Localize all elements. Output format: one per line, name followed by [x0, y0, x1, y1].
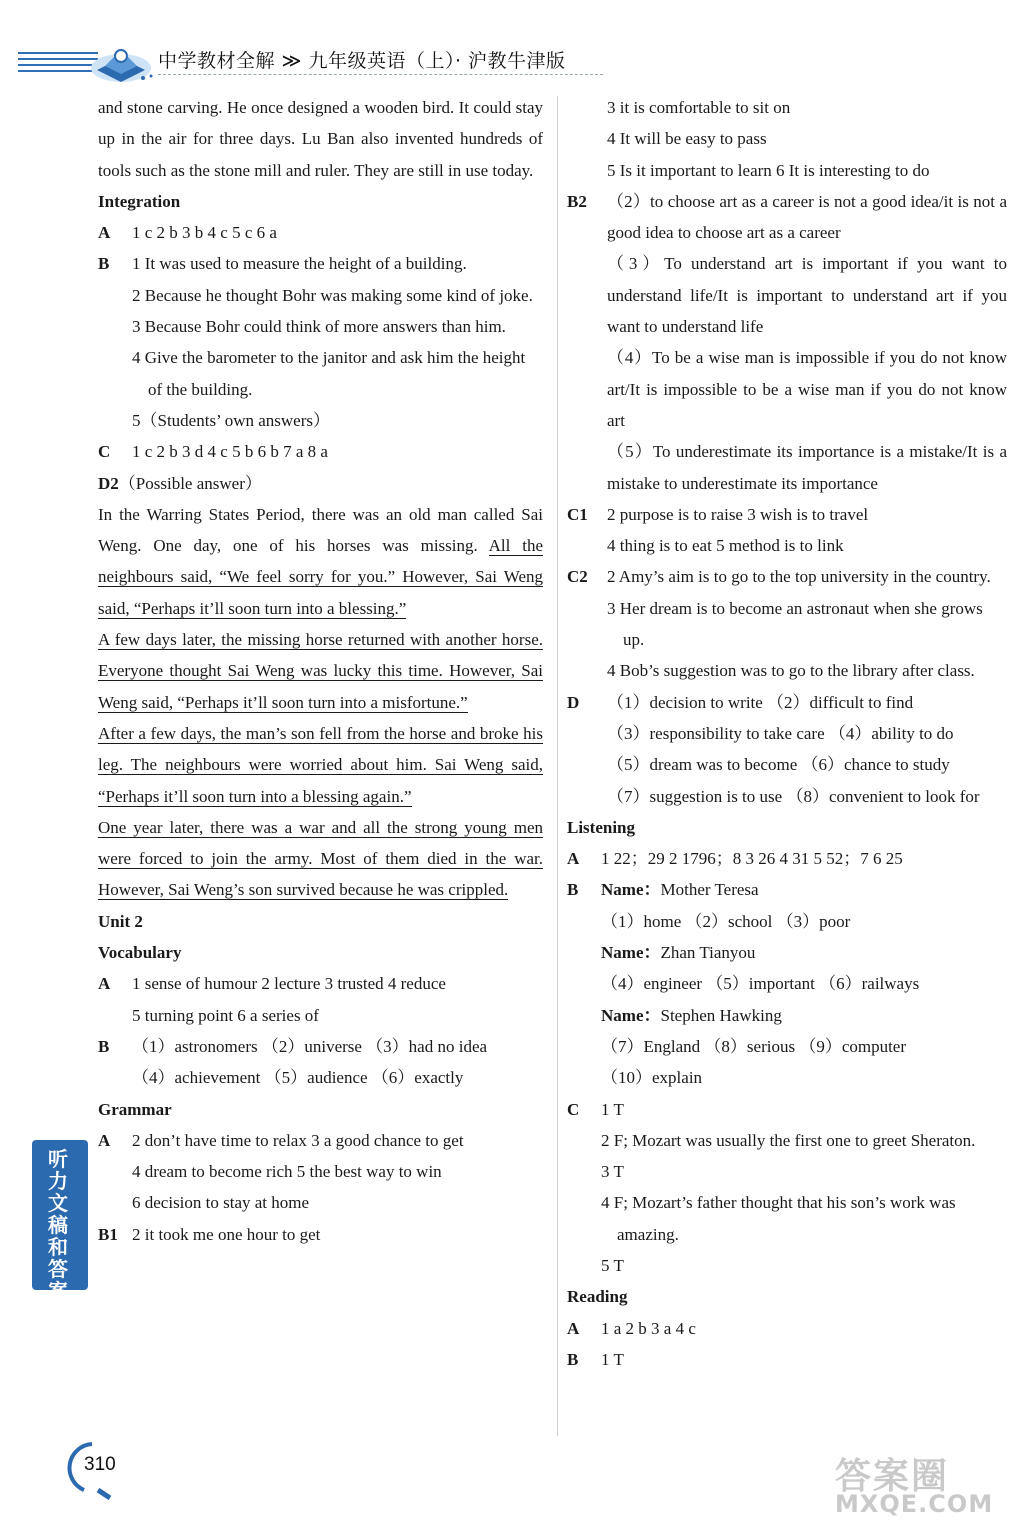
list-item: 4 Give the barometer to the janitor and ask him the height of the building. [132, 348, 526, 399]
item-label: B [98, 254, 110, 274]
answer-text: 1 a 2 b 3 a 4 c [601, 1318, 696, 1338]
item-label: B [567, 1349, 579, 1369]
list-item: 3 T [601, 1162, 624, 1182]
section-heading-integration: Integration [98, 191, 181, 211]
story-underlined-4: One year later, there was a war and all the strong young men were forced to join the army. Most of them died in the war. However, Sai Weng’s son survived because he was crippled. [98, 817, 543, 900]
answer-line: 6 decision to stay at home [132, 1193, 310, 1213]
answer-line: 2 it took me one hour to get [132, 1224, 321, 1244]
answer-line: （7）England （8）serious （9）computer [601, 1036, 907, 1056]
answer-line: 4 dream to become rich 5 the best way to win [132, 1162, 442, 1182]
answer-line: 1 sense of humour 2 lecture 3 trusted 4 reduce [132, 974, 446, 994]
item-label: A [98, 974, 111, 994]
list-item: 5（Students’ own answers） [132, 410, 330, 430]
side-tab-label: 听力文稿和答案 [48, 1147, 68, 1303]
answer-line: （10）explain [601, 1068, 703, 1088]
item-label: C [567, 1099, 580, 1119]
list-item: 1 T [601, 1099, 624, 1119]
integration-a [98, 217, 543, 248]
section-heading-reading: Reading [567, 1287, 628, 1307]
item-label: A [98, 1130, 111, 1150]
item-label: C1 [567, 504, 588, 524]
answer-line: （1）home （2）school （3）poor [601, 911, 851, 931]
watermark-url: MXQE.COM [835, 1490, 994, 1518]
column-divider [557, 96, 558, 1436]
story-underlined-1: All the neighbours said, “We feel sorry for you.” However, Sai Weng said, “Perhaps it’ll soon turn into a blessing.” [98, 536, 543, 618]
list-item: 2 Amy’s aim is to go to the top university in the country. [607, 567, 991, 587]
answer-line: 4 thing is to eat 5 method is to link [607, 536, 844, 556]
section-heading-vocabulary: Vocabulary [98, 943, 182, 963]
story-intro: In the Warring States Period, there was an old man called Sai Weng. One day, one of his horses was missing. [98, 504, 543, 556]
grammar-c1 [567, 499, 1007, 562]
grammar-b2 [567, 186, 1007, 499]
story-underlined-3: After a few days, the man’s son fell from the horse and broke his leg. The neighbours were worried about him. Sai Weng said, “Perhaps it’ll soon turn into a blessing again.” [98, 723, 543, 806]
grammar-a [98, 1125, 543, 1219]
answer-text: 1 c 2 b 3 b 4 c 5 c 6 a [132, 223, 277, 243]
list-item: （2）to choose art as a career is not a good idea/it is not a good idea to choose art as a career [607, 191, 1007, 243]
list-item: 5 T [601, 1255, 624, 1275]
grammar-d [567, 687, 1007, 812]
answer-line: （3）responsibility to take care （4）ability to do [607, 723, 954, 743]
name-row [601, 937, 1007, 968]
list-item: （5）To underestimate its importance is a mistake/It is a mistake to underestimate its importance [607, 442, 1007, 493]
header-title: 中学教材全解 ≫ 九年级英语（上）· 沪教牛津版 [158, 50, 566, 72]
integration-c [98, 436, 543, 467]
item-label: D [567, 692, 580, 712]
watermark-logo: 答案圈 [835, 1456, 950, 1497]
reading-a [567, 1313, 1007, 1344]
d2-note: （Possible answer） [118, 473, 262, 493]
page-header [0, 0, 1011, 92]
answer-line: （1）astronomers （2）universe （3）had no idea [132, 1036, 488, 1056]
item-label: B1 [98, 1224, 118, 1244]
book-logo-icon [85, 40, 155, 86]
header-rule [158, 74, 603, 75]
answer-line: 2 don’t have time to relax 3 a good chance to get [132, 1130, 464, 1150]
answer-line: 4 It will be easy to pass [607, 129, 767, 149]
reading-b [567, 1344, 1007, 1375]
name-row [601, 1000, 1007, 1031]
person-name: Zhan Tianyou [660, 943, 756, 963]
answer-line: （4）achievement （5）audience （6）exactly [132, 1068, 464, 1088]
right-column [567, 92, 1007, 1375]
d2-story [98, 499, 543, 906]
list-item: 3 Because Bohr could think of more answers than him. [132, 317, 506, 337]
name-label: Name： [601, 880, 661, 900]
name-label: Name： [601, 943, 661, 963]
listening-a [567, 843, 1007, 874]
item-label: A [98, 223, 111, 243]
grammar-c2 [567, 561, 1007, 686]
answer-line: （4）engineer （5）important （6）railways [601, 974, 920, 994]
answer-line: （5）dream was to become （6）chance to study [607, 755, 950, 775]
section-heading-grammar: Grammar [98, 1099, 172, 1119]
grammar-b1 [98, 1219, 543, 1250]
name-row [601, 874, 1007, 905]
listening-b [567, 874, 1007, 1093]
answer-text: 1 22；29 2 1796；8 3 26 4 31 5 52；7 6 25 [601, 849, 903, 869]
page-number: 310 [84, 1454, 116, 1475]
answer-line: 2 purpose is to raise 3 wish is to travel [607, 504, 869, 524]
item-label: C2 [567, 567, 588, 587]
list-item: （4）To be a wise man is impossible if you do not know art/It is impossible to be a wise man if you do not know art [607, 348, 1007, 430]
person-name: Stephen Hawking [660, 1005, 782, 1025]
list-item: 2 F; Mozart was usually the first one to greet Sheraton. [601, 1130, 976, 1150]
list-item: 1 It was used to measure the height of a building. [132, 254, 467, 274]
answer-line: （7）suggestion is to use （8）convenient to look for [607, 786, 980, 806]
name-label: Name： [601, 1005, 661, 1025]
list-item: 2 Because he thought Bohr was making some kind of joke. [132, 285, 533, 305]
answer-line: 5 turning point 6 a series of [132, 1005, 319, 1025]
list-item: （3）To understand art is important if you want to understand life/It is important to understand art if you want to understand life [607, 254, 1007, 337]
answer-line: 3 it is comfortable to sit on [607, 98, 791, 117]
item-label: A [567, 1318, 580, 1338]
list-item: 4 Bob’s suggestion was to go to the library after class. [607, 661, 975, 681]
item-label: D2 [98, 473, 119, 493]
list-item: 4 F; Mozart’s father thought that his son’s work was amazing. [601, 1193, 956, 1244]
vocab-a [98, 968, 543, 1031]
intro-paragraph: and stone carving. He once designed a wooden bird. It could stay up in the air for three days. Lu Ban also invented hundreds of tools such as the stone mill and ruler. They are still in use today. [98, 98, 543, 180]
item-label: B [567, 880, 579, 900]
item-label: B [98, 1036, 110, 1056]
d2-heading [98, 468, 543, 499]
left-column [98, 92, 543, 1250]
item-label: C [98, 442, 111, 462]
answer-line: 5 Is it important to learn 6 It is interesting to do [607, 160, 930, 180]
answer-text: 1 T [601, 1349, 624, 1369]
section-heading-unit2: Unit 2 [98, 911, 143, 931]
list-item: 3 Her dream is to become an astronaut when she grows up. [607, 598, 983, 650]
story-underlined-2: A few days later, the missing horse returned with another horse. Everyone thought Sai Weng was lucky this time. However, Sai Weng said, “Perhaps it’ll soon turn into a misfortune.” [98, 630, 543, 712]
item-label: A [567, 849, 580, 869]
answer-text: 1 c 2 b 3 d 4 c 5 b 6 b 7 a 8 a [132, 442, 328, 462]
item-label: B2 [567, 191, 587, 211]
answer-list [132, 248, 543, 436]
section-heading-listening: Listening [567, 817, 636, 837]
vocab-b [98, 1031, 543, 1094]
person-name: Mother Teresa [660, 880, 759, 900]
listening-c [567, 1094, 1007, 1282]
answer-line: （1）decision to write （2）difficult to find [607, 692, 914, 712]
integration-b [98, 248, 543, 436]
